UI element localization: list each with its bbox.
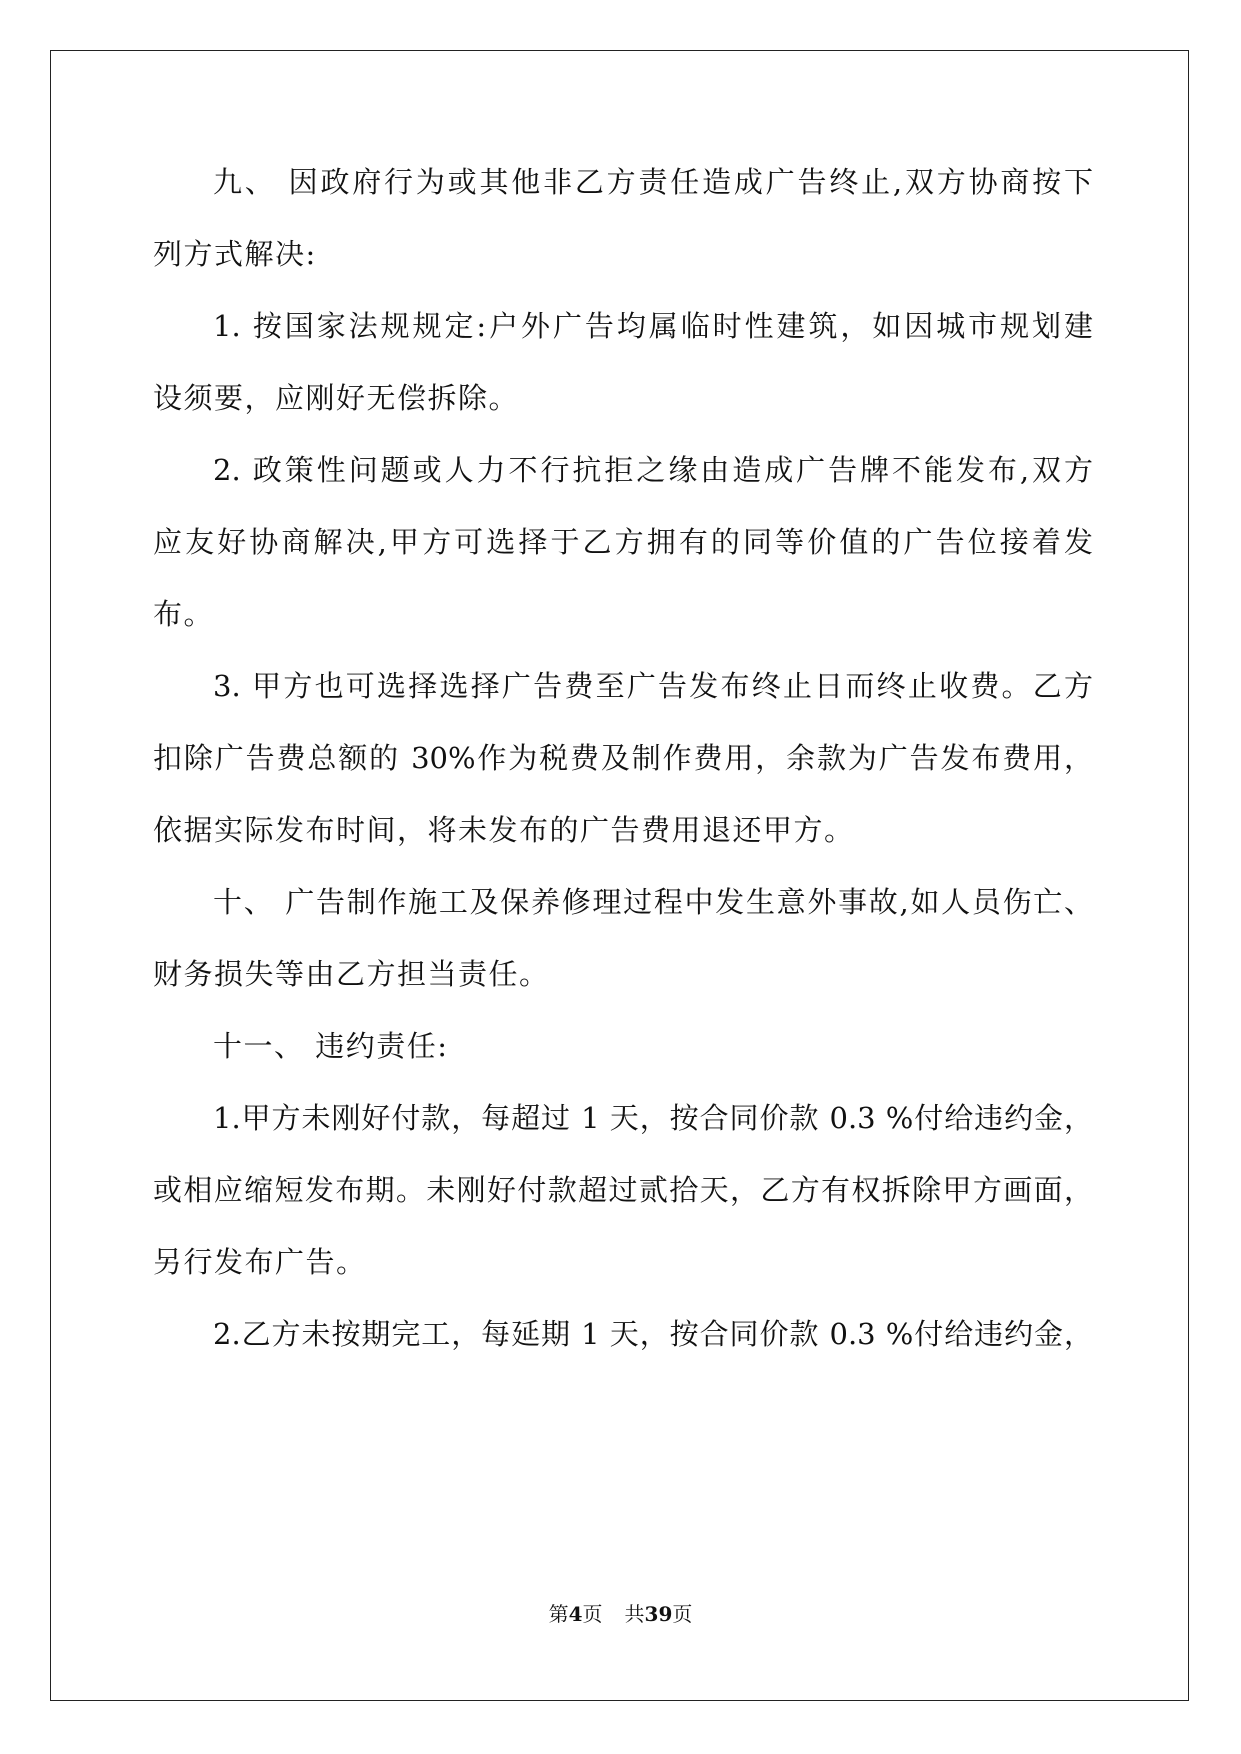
footer-total-suffix: 页 bbox=[672, 1602, 693, 1626]
footer-prefix: 第 bbox=[548, 1602, 569, 1626]
text-line: 或相应缩短发布期。未刚好付款超过贰拾天，乙方有权拆除甲方画面， bbox=[153, 1173, 1093, 1207]
text-line: 2. 政策性问题或人力不行抗拒之缘由造成广告牌不能发布,双方 bbox=[213, 453, 1093, 487]
text-line: 另行发布广告。 bbox=[153, 1245, 367, 1279]
footer-total-prefix: 共 bbox=[624, 1602, 645, 1626]
text-line: 扣除广告费总额的 30%作为税费及制作费用，余款为广告发布费用， bbox=[153, 741, 1093, 775]
text-line: 列方式解决: bbox=[153, 237, 317, 271]
footer-page-suffix: 页 bbox=[582, 1602, 603, 1626]
page-border bbox=[50, 50, 1189, 1701]
total-page-count: 39 bbox=[644, 1602, 673, 1626]
text-line: 3. 甲方也可选择选择广告费至广告发布终止日而终止收费。乙方 bbox=[213, 669, 1093, 703]
text-line: 九、 因政府行为或其他非乙方责任造成广告终止,双方协商按下 bbox=[213, 165, 1093, 199]
text-line: 财务损失等由乙方担当责任。 bbox=[153, 957, 550, 991]
current-page-number: 4 bbox=[568, 1602, 583, 1626]
text-line: 1. 按国家法规规定:户外广告均属临时性建筑，如因城市规划建 bbox=[213, 309, 1093, 343]
text-line: 2.乙方未按期完工，每延期 1 天，按合同价款 0.3 %付给违约金， bbox=[213, 1317, 1093, 1351]
text-line: 十、 广告制作施工及保养修理过程中发生意外事故,如人员伤亡、 bbox=[213, 885, 1093, 919]
text-line: 依据实际发布时间，将未发布的广告费用退还甲方。 bbox=[153, 813, 855, 847]
text-line: 应友好协商解决,甲方可选择于乙方拥有的同等价值的广告位接着发 bbox=[153, 525, 1093, 559]
text-line: 1.甲方未刚好付款，每超过 1 天，按合同价款 0.3 %付给违约金， bbox=[213, 1101, 1093, 1135]
text-line: 布。 bbox=[153, 597, 215, 631]
text-line: 十一、 违约责任: bbox=[213, 1029, 449, 1063]
page-number-footer bbox=[0, 1598, 1241, 1627]
text-line: 设须要，应刚好无偿拆除。 bbox=[153, 381, 520, 415]
